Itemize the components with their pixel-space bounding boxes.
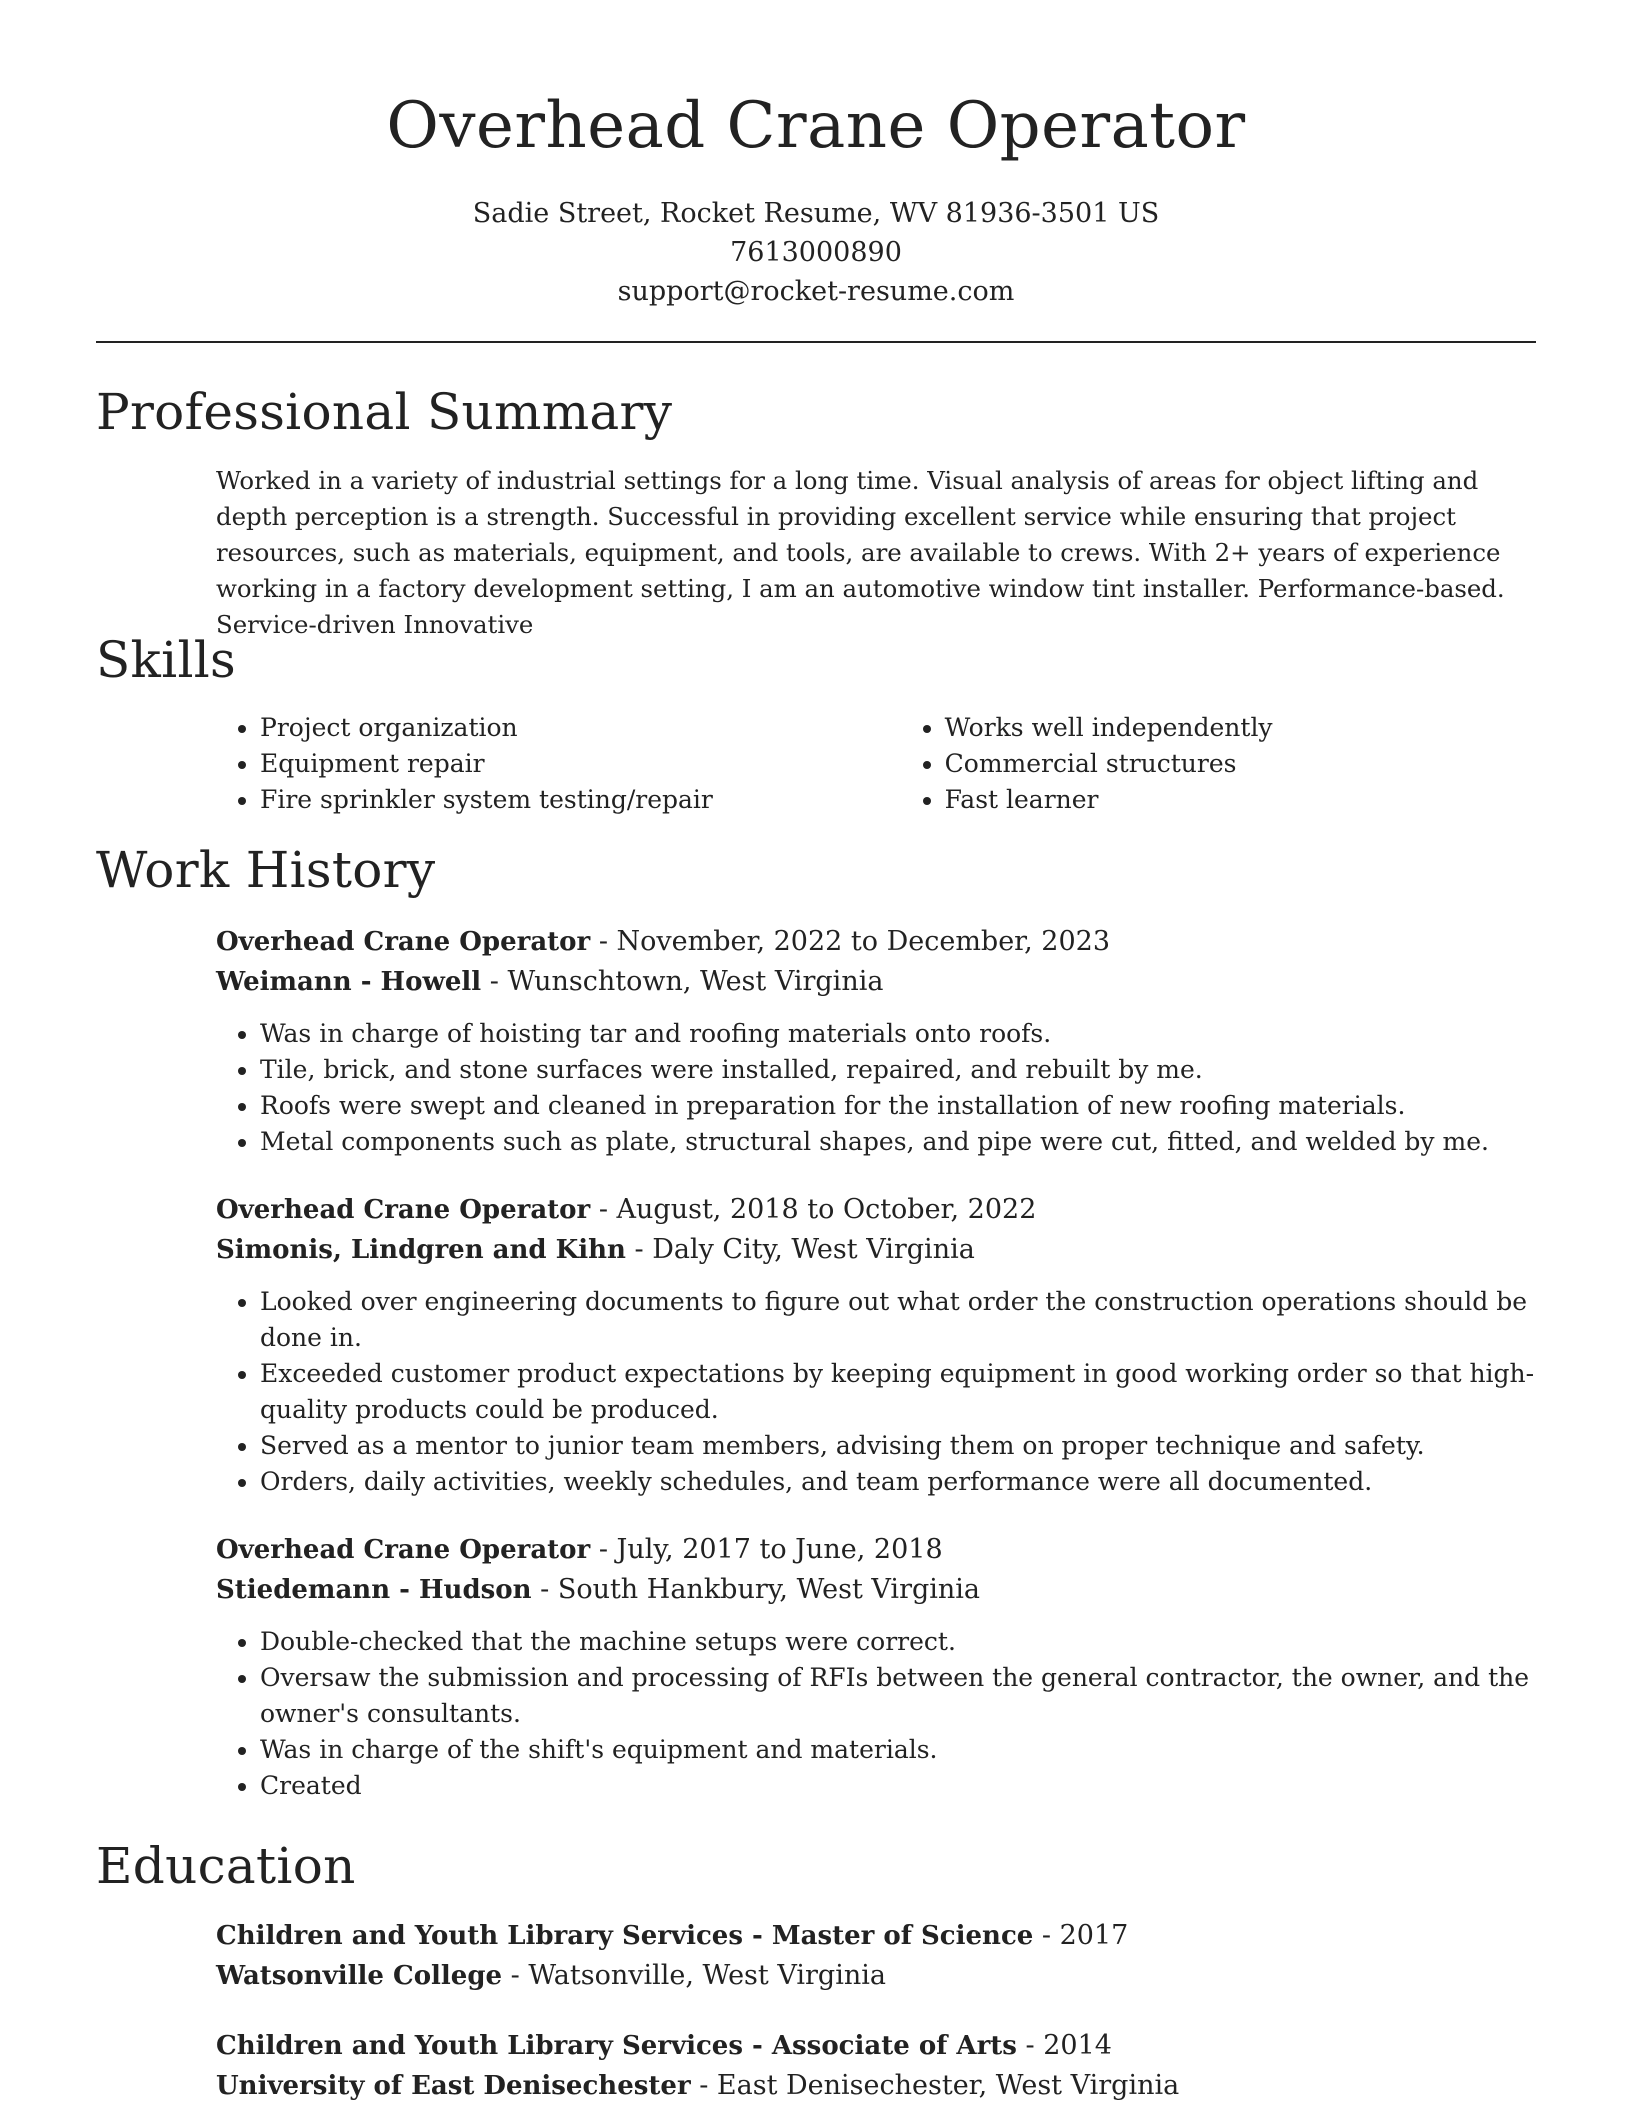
job-title-line — [216, 1190, 1536, 1230]
job-company: Simonis, Lindgren and Kihn — [216, 1235, 626, 1265]
education-program-line — [216, 2026, 1536, 2066]
job-bullet: • Roofs were swept and cleaned in preparation for the installation of new roofing materials. — [260, 1088, 1536, 1124]
candidate-name: Overhead Crane Operator — [386, 89, 1246, 163]
job-title: Overhead Crane Operator — [216, 1535, 591, 1565]
job-entry — [216, 1190, 1536, 1500]
education-school-line — [216, 2066, 1536, 2106]
address: Sadie Street, Rocket Resume, WV 81936-3501 US — [472, 198, 1160, 229]
job-bullet: • Tile, brick, and stone surfaces were installed, repaired, and rebuilt by me. — [260, 1052, 1536, 1088]
skill-item: • Works well independently — [945, 710, 1536, 746]
skills-list — [216, 710, 1536, 818]
resume-header — [0, 0, 1632, 311]
job-company: Weimann - Howell — [216, 967, 482, 997]
job-company-line — [216, 1570, 1536, 1610]
job-title-line — [216, 922, 1536, 962]
job-bullets — [216, 1624, 1536, 1804]
job-bullet: • Was in charge of hoisting tar and roofing materials onto roofs. — [260, 1016, 1536, 1052]
education-location: - East Denisechester, West Virginia — [690, 2070, 1180, 2101]
job-bullet: • Orders, daily activities, weekly schedules, and team performance were all documented. — [260, 1464, 1536, 1500]
skills-column-2 — [901, 710, 1536, 818]
education-program-line — [216, 1916, 1536, 1956]
email: support@rocket-resume.com — [617, 276, 1015, 307]
education-school: Watsonville College — [216, 1961, 503, 1991]
header-divider — [96, 341, 1536, 343]
job-bullet: • Served as a mentor to junior team members, advising them on proper technique and safety. — [260, 1428, 1536, 1464]
phone: 7613000890 — [730, 237, 902, 268]
job-company: Stiedemann - Hudson — [216, 1575, 532, 1605]
skill-item: • Equipment repair — [260, 746, 901, 782]
education-year: - 2017 — [1033, 1920, 1129, 1951]
job-dates: - July, 2017 to June, 2018 — [590, 1534, 943, 1565]
education-location: - Watsonville, West Virginia — [502, 1960, 886, 1991]
job-location: - Wunschtown, West Virginia — [481, 966, 884, 997]
education-heading: Education — [96, 1837, 356, 1895]
job-entry — [216, 1530, 1536, 1804]
job-bullet: • Created — [260, 1768, 1536, 1804]
job-bullet: • Looked over engineering documents to figure out what order the construction operations should be done in. — [260, 1284, 1536, 1356]
education-program: Children and Youth Library Services - Master of Science — [216, 1921, 1034, 1951]
job-bullet: • Metal components such as plate, structural shapes, and pipe were cut, fitted, and welded by me. — [260, 1124, 1536, 1160]
job-bullet: • Double-checked that the machine setups were correct. — [260, 1624, 1536, 1660]
contact-info — [0, 194, 1632, 311]
skills-column-1 — [216, 710, 901, 818]
skill-item: • Commercial structures — [945, 746, 1536, 782]
education-school: University of East Denisechester — [216, 2071, 691, 2101]
job-dates: - August, 2018 to October, 2022 — [590, 1194, 1037, 1225]
education-entry — [216, 1916, 1536, 1996]
summary-text: Worked in a variety of industrial settings for a long time. Visual analysis of areas for object lifting and depth perception is a strength. Successful in providing excellent service while ensuring that project resources, such as materials, equipment, and tools, are available to crews. With 2+ years of experience working in a factory development setting, I am an automotive window tint installer. Performance-based. Service-driven Innovative — [216, 466, 1505, 639]
education-school-line — [216, 1956, 1536, 1996]
education-year: - 2014 — [1016, 2030, 1112, 2061]
job-title: Overhead Crane Operator — [216, 927, 591, 957]
job-location: - Daly City, West Virginia — [625, 1234, 975, 1265]
education-entry — [216, 2026, 1536, 2106]
job-entry — [216, 922, 1536, 1160]
job-bullet: • Was in charge of the shift's equipment and materials. — [260, 1732, 1536, 1768]
job-location: - South Hankbury, West Virginia — [531, 1574, 981, 1605]
job-company-line — [216, 1230, 1536, 1270]
skill-item: • Fast learner — [945, 782, 1536, 818]
job-title: Overhead Crane Operator — [216, 1195, 591, 1225]
job-title-line — [216, 1530, 1536, 1570]
job-dates: - November, 2022 to December, 2023 — [590, 926, 1110, 957]
job-bullet: • Oversaw the submission and processing of RFIs between the general contractor, the owner, and the owner's consultants. — [260, 1660, 1536, 1732]
education-program: Children and Youth Library Services - Associate of Arts — [216, 2031, 1017, 2061]
work-history-heading: Work History — [96, 841, 436, 899]
skill-item: • Project organization — [260, 710, 901, 746]
skill-item: • Fire sprinkler system testing/repair — [260, 782, 901, 818]
job-bullet: • Exceeded customer product expectations by keeping equipment in good working order so that high-quality products could be produced. — [260, 1356, 1536, 1428]
job-bullets — [216, 1016, 1536, 1160]
job-company-line — [216, 962, 1536, 1002]
summary-heading: Professional Summary — [96, 383, 673, 441]
skills-heading: Skills — [96, 631, 236, 689]
job-bullets — [216, 1284, 1536, 1500]
